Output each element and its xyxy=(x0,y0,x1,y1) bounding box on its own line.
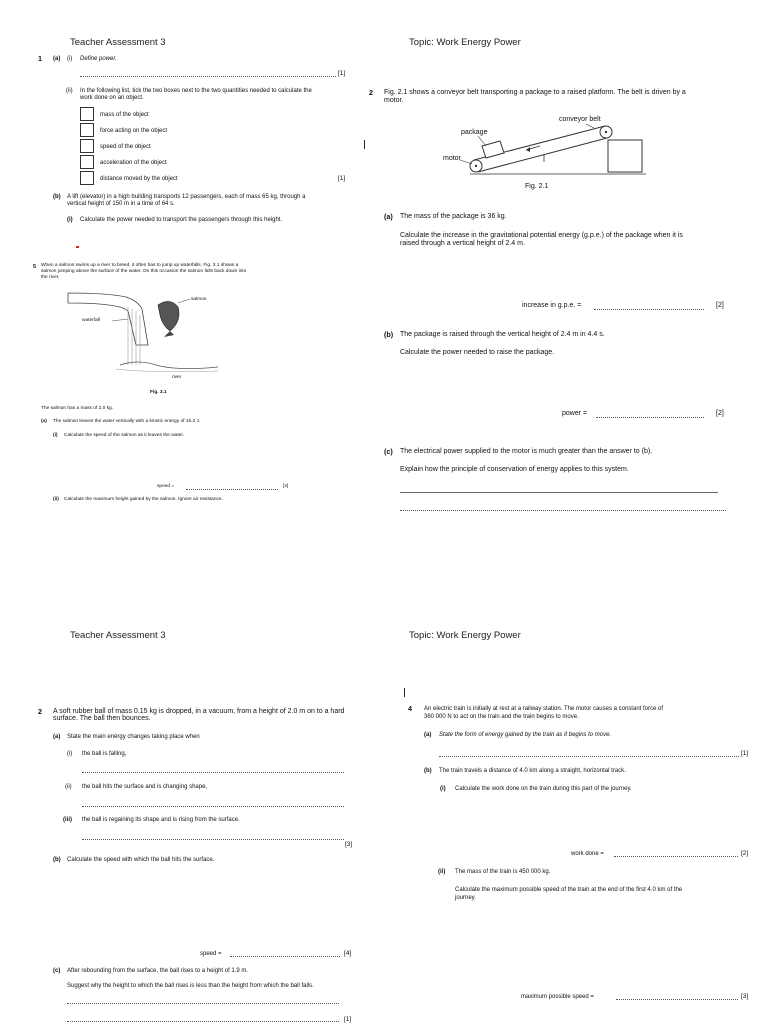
q4-b-text: The train travels a distance of 4.0 km along a straight, horizontal track. xyxy=(439,768,626,774)
q4-a-label: (a) xyxy=(424,732,432,738)
fig-2-1-caption: Fig. 2.1 xyxy=(525,183,549,190)
q1-ii-label: (ii) xyxy=(66,88,73,94)
fig-label-waterfall: waterfall xyxy=(82,318,100,323)
q2-c-text: The electrical power supplied to the motor is much greater than the answer to (b). xyxy=(400,448,653,455)
q1-i-mark: [1] xyxy=(338,70,346,77)
tick-box-speed[interactable] xyxy=(80,139,94,153)
q4-number: 4 xyxy=(408,704,412,713)
q1-ii-mark: [1] xyxy=(338,175,346,182)
q4-a-text: State the form of energy gained by the train as it begins to move. xyxy=(439,732,612,738)
q1-b-text-2: vertical height of 150 m in a time of 64 s. xyxy=(67,201,175,207)
p2-q2-c-answer-line-2[interactable] xyxy=(67,1021,339,1022)
waterfall-salmon-figure xyxy=(68,285,238,385)
q2-c-answer-line-1[interactable] xyxy=(400,492,718,493)
page-title-left: Teacher Assessment 3 xyxy=(70,37,166,48)
p2-q2-i-answer-line[interactable] xyxy=(82,772,344,773)
q4-max-speed-answer-line[interactable] xyxy=(616,999,738,1000)
q4-b-ii-calc-2: journey. xyxy=(455,895,476,901)
p2-q2-c-mark: [1] xyxy=(344,1016,352,1023)
q4-max-speed-mark: [3] xyxy=(741,993,749,1000)
tick-box-force[interactable] xyxy=(80,123,94,137)
tick-box-acceleration[interactable] xyxy=(80,155,94,169)
p2-q2-a-text: State the main energy changes taking place when xyxy=(67,734,200,740)
option-speed: speed of the object xyxy=(100,144,151,150)
q5-speed-mark: [2] xyxy=(283,484,289,489)
tick-box-mass[interactable] xyxy=(80,107,94,121)
q1-number: 1 xyxy=(38,54,42,63)
p2-q2-i-text: the ball is falling, xyxy=(82,751,127,757)
q2-c-answer-line-2[interactable] xyxy=(400,510,726,511)
red-mark xyxy=(76,246,79,248)
q4-b-ii-calc-1: Calculate the maximum possible speed of the train at the end of the first 4.0 km of the xyxy=(455,887,683,893)
q1-i-answer-line[interactable] xyxy=(80,76,336,77)
page2-title-right: Topic: Work Energy Power xyxy=(409,630,521,641)
q1-i-label: (i) xyxy=(67,56,73,62)
fig-label-salmon: salmon xyxy=(191,297,207,302)
option-force: force acting on the object xyxy=(100,128,168,134)
q2-a-calc-2: raised through a vertical height of 2.4 m. xyxy=(400,240,525,247)
q2-intro-1: Fig. 2.1 shows a conveyor belt transporting a package to a raised platform. The belt is driven by a xyxy=(384,89,686,96)
q4-a-mark: [1] xyxy=(741,750,749,757)
q4-work-label: work done = xyxy=(571,851,604,857)
q5-speed-answer-line[interactable] xyxy=(186,489,278,490)
p2-q2-b-text: Calculate the speed with which the ball hits the surface. xyxy=(67,857,215,863)
q2-b-answer-line[interactable] xyxy=(596,417,704,418)
q2-c-explain: Explain how the principle of conservation of energy applies to this system. xyxy=(400,466,629,473)
tick-box-distance[interactable] xyxy=(80,171,94,185)
q2-a-calc-1: Calculate the increase in the gravitational potential energy (g.p.e.) of the package when it is xyxy=(400,232,683,239)
q2-b-calc: Calculate the power needed to raise the package. xyxy=(400,349,555,356)
p2-q2-iii-label: (iii) xyxy=(63,817,72,823)
fig-3-1-caption: Fig. 3.1 xyxy=(150,390,167,395)
q4-work-mark: [2] xyxy=(741,850,749,857)
q1-b-label: (b) xyxy=(53,194,61,200)
p2-q2-i-label: (i) xyxy=(67,751,73,757)
q1-b-i-text: Calculate the power needed to transport the passengers through this height. xyxy=(80,217,283,223)
option-mass: mass of the object xyxy=(100,112,149,118)
p2-q2-intro-2: surface. The ball then bounces. xyxy=(53,715,151,722)
q2-b-mark: [2] xyxy=(716,410,724,417)
fig-label-motor: motor xyxy=(443,155,461,162)
p2-q2-a-label: (a) xyxy=(53,734,61,740)
q1-i-text: Define power. xyxy=(80,56,117,62)
p2-q2-a-mark: [3] xyxy=(345,841,353,848)
q2-b-text: The package is raised through the vertical height of 2.4 m in 4.4 s. xyxy=(400,331,605,338)
text-cursor-2 xyxy=(404,688,405,697)
p2-q2-b-label: (b) xyxy=(53,857,61,863)
q1-ii-text-2: work done on an object. xyxy=(80,95,144,101)
q5-i-text: Calculate the speed of the salmon as it leaves the water. xyxy=(64,433,184,438)
q4-work-answer-line[interactable] xyxy=(614,856,738,857)
q4-b-label: (b) xyxy=(424,768,432,774)
q2-c-label: (c) xyxy=(384,447,393,456)
worksheet-page-2 xyxy=(0,512,768,1024)
p2-q2-ii-label: (ii) xyxy=(65,784,72,790)
page-title-right: Topic: Work Energy Power xyxy=(409,37,521,48)
p2-q2-intro-1: A soft rubber ball of mass 0.15 kg is dropped, in a vacuum, from a height of 2.0 m on to a hard xyxy=(53,708,345,715)
option-distance: distance moved by the object xyxy=(100,176,178,182)
q1-ii-text-1: In the following list, tick the two boxes next to the two quantities needed to calculate the xyxy=(80,88,312,94)
q2-b-label: (b) xyxy=(384,330,394,339)
q4-b-i-text: Calculate the work done on the train during this part of the journey. xyxy=(455,786,632,792)
p2-q2-iii-answer-line[interactable] xyxy=(82,839,344,840)
q5-intro-3: the river. xyxy=(41,275,60,280)
q4-intro-1: An electric train is initially at rest at a railway station. The motor causes a constant force of xyxy=(424,706,663,712)
q2-number: 2 xyxy=(369,88,373,97)
q5-i-label: (i) xyxy=(53,433,58,438)
q1-b-text-1: A lift (elevator) in a high building transports 12 passengers, each of mass 65 kg, through a xyxy=(67,194,306,200)
q5-mass-text: The salmon has a mass of 2.0 kg. xyxy=(41,406,113,411)
q5-ii-text: Calculate the maximum height gained by the salmon. Ignore air resistance. xyxy=(64,497,223,502)
page2-title-left: Teacher Assessment 3 xyxy=(70,630,166,641)
q5-intro-1: When a salmon swims up a river to breed, it often has to jump up waterfalls. Fig. 3.1 shows a xyxy=(41,263,239,268)
q5-a-label: (a) xyxy=(41,419,47,424)
q2-a-text: The mass of the package is 36 kg. xyxy=(400,213,507,220)
q5-speed-label: speed = xyxy=(157,484,175,489)
q4-max-speed-label: maximum possible speed = xyxy=(521,994,594,1000)
q2-intro-2: motor. xyxy=(384,97,404,104)
option-acceleration: acceleration of the object xyxy=(100,160,167,166)
q4-b-ii-label: (ii) xyxy=(438,869,446,875)
q2-a-label: (a) xyxy=(384,212,393,221)
p2-q2-c-answer-line-1[interactable] xyxy=(67,1003,339,1004)
p2-q2-b-mark: [4] xyxy=(344,950,352,957)
q1-a-label: (a) xyxy=(53,56,61,62)
q4-intro-2: 360 000 N to act on the train and the train begins to move. xyxy=(424,714,579,720)
q2-a-answer-label: increase in g.p.e. = xyxy=(522,302,582,309)
q2-a-answer-line[interactable] xyxy=(594,309,704,310)
q2-a-mark: [2] xyxy=(716,302,724,309)
q5-number: 5 xyxy=(33,264,37,270)
conveyor-belt-figure xyxy=(440,112,650,188)
q4-a-answer-line[interactable] xyxy=(439,756,739,757)
q4-b-i-label: (i) xyxy=(440,786,446,792)
q4-b-ii-text: The mass of the train is 450 000 kg. xyxy=(455,869,551,875)
q5-ii-label: (ii) xyxy=(53,497,59,502)
p2-q2-number: 2 xyxy=(38,707,42,716)
p2-q2-c-suggest: Suggest why the height to which the ball rises is less than the height from which the ball falls. xyxy=(67,983,314,989)
q5-intro-2: salmon jumping above the surface of the water. On this occasion the salmon falls back down into xyxy=(41,269,247,274)
p2-q2-c-label: (c) xyxy=(53,968,61,974)
text-cursor xyxy=(364,140,365,149)
p2-q2-ii-text: the ball hits the surface and is changing shape, xyxy=(82,784,208,790)
p2-q2-c-text: After rebounding from the surface, the ball rises to a height of 1.9 m. xyxy=(67,968,249,974)
q2-b-answer-label: power = xyxy=(562,410,588,417)
p2-q2-ii-answer-line[interactable] xyxy=(82,806,344,807)
q1-b-i-label: (i) xyxy=(67,217,73,223)
p2-q2-speed-answer-line[interactable] xyxy=(230,956,340,957)
q5-a-text: The salmon leaves the water vertically with a kinetic energy of 15.2 J. xyxy=(53,419,201,424)
fig-label-river: river xyxy=(172,375,182,380)
fig-label-package: package xyxy=(461,129,488,136)
fig-label-conveyor-belt: conveyor belt xyxy=(559,116,601,123)
p2-q2-iii-text: the ball is regaining its shape and is rising from the surface. xyxy=(82,817,240,823)
p2-q2-speed-label: speed = xyxy=(200,951,222,957)
